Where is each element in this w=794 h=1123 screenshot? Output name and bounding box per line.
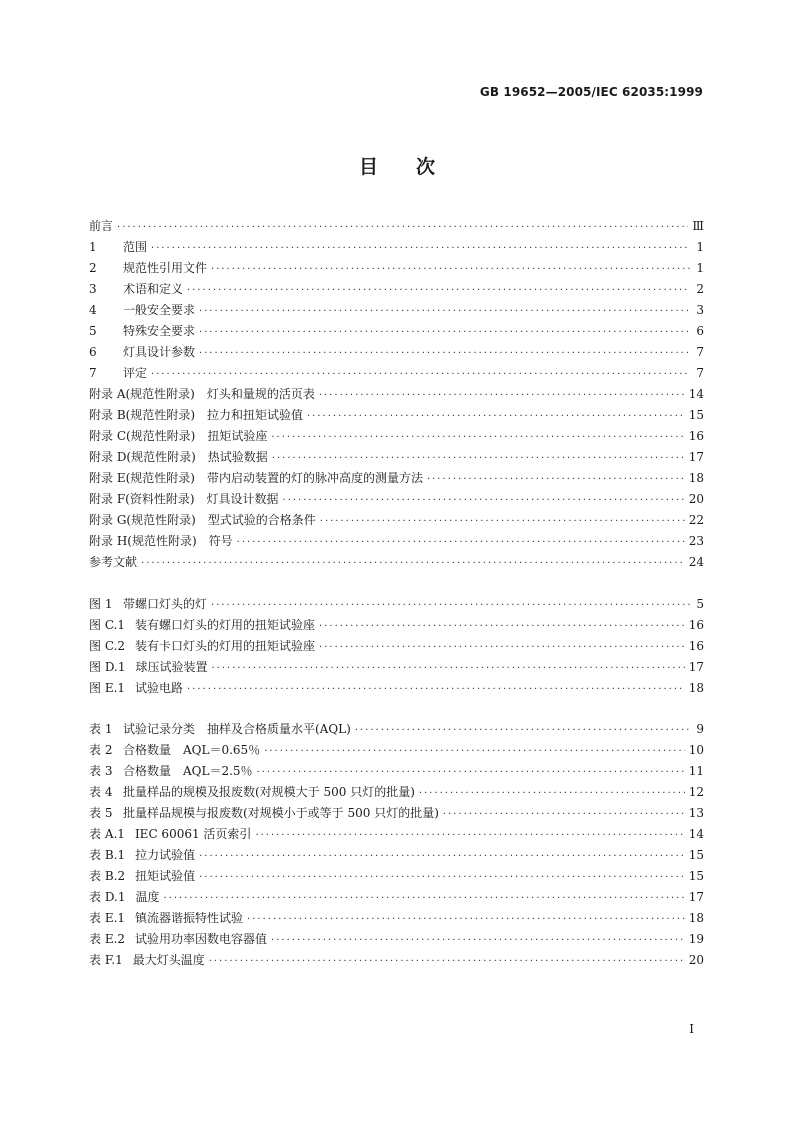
dot-leader — [187, 679, 685, 700]
toc-entry-number: 表 F.1 — [89, 953, 123, 967]
toc-entry-title: 批量样品的规模及报废数(对规模大于 500 只灯的批量) — [123, 785, 415, 799]
toc-entry-number: 表 A.1 — [89, 827, 125, 841]
dot-leader — [199, 322, 690, 343]
toc-entry-title: 规范性引用文件 — [123, 261, 208, 275]
toc-entry-number: 3 — [89, 282, 97, 296]
dot-leader — [307, 406, 685, 427]
toc-entry-title: 带螺口灯头的灯 — [123, 597, 208, 611]
dot-leader — [199, 301, 690, 322]
dot-leader — [247, 909, 685, 930]
toc-entry[interactable] — [89, 384, 704, 405]
toc-entry-label — [89, 594, 207, 615]
toc-entry-label — [89, 405, 303, 426]
toc-entry-title: 附录 C(规范性附录) 扭矩试验座 — [89, 429, 268, 443]
toc-main-list — [89, 216, 704, 573]
toc-entry-page: 18 — [688, 911, 704, 925]
toc-entry-label — [89, 887, 159, 908]
toc-entry-label — [89, 363, 147, 384]
toc-entry-label — [89, 678, 183, 699]
toc-entry-label — [89, 342, 195, 363]
toc-entry-page: 23 — [688, 534, 704, 548]
dot-leader — [443, 804, 685, 825]
dot-leader — [187, 280, 690, 301]
toc-entry-label — [89, 216, 113, 237]
toc-entry[interactable] — [89, 447, 704, 468]
toc-entry[interactable] — [89, 929, 704, 950]
toc-entry-label — [89, 447, 268, 468]
toc-entry-page: 3 — [696, 303, 704, 317]
toc-entry[interactable] — [89, 636, 704, 657]
toc-entry-title: 扭矩试验值 — [135, 869, 196, 883]
toc-entry-title: 评定 — [123, 366, 148, 380]
toc-entry[interactable] — [89, 761, 704, 782]
dot-leader — [163, 888, 684, 909]
toc-entry-number: 图 E.1 — [89, 681, 126, 695]
toc-entry-label — [89, 782, 415, 803]
toc-entry-page: 15 — [688, 869, 704, 883]
toc-entry[interactable] — [89, 740, 704, 761]
dot-leader — [255, 825, 684, 846]
dot-leader — [237, 532, 685, 553]
toc-entry[interactable] — [89, 719, 704, 740]
toc-entry-number: 表 2 — [89, 743, 113, 757]
toc-entry-title: 镇流器谐振特性试验 — [135, 911, 244, 925]
toc-entry[interactable] — [89, 321, 704, 342]
toc-entry-title: 术语和定义 — [123, 282, 184, 296]
dot-leader — [272, 448, 685, 469]
title-char-2: 次 — [416, 156, 436, 178]
toc-entry-page: 1 — [696, 261, 704, 275]
toc-entry-title: 合格数量 AQL＝0.65％ — [123, 743, 261, 757]
dot-leader — [151, 364, 690, 385]
toc-entry-title: 拉力试验值 — [135, 848, 196, 862]
toc-entry-page: 22 — [688, 513, 704, 527]
toc-entry[interactable] — [89, 845, 704, 866]
toc-entry[interactable] — [89, 342, 704, 363]
dot-leader — [283, 490, 685, 511]
toc-entry[interactable] — [89, 824, 704, 845]
dot-leader — [319, 385, 685, 406]
dot-leader — [320, 511, 685, 532]
toc-entry-page: 7 — [696, 345, 704, 359]
toc-entry-page: 7 — [696, 366, 704, 380]
dot-leader — [319, 637, 685, 658]
toc-entry-label — [89, 866, 195, 887]
dot-leader — [141, 553, 685, 574]
toc-entry-page: 24 — [688, 555, 704, 569]
toc-entry-label — [89, 279, 183, 300]
toc-entry-title: 附录 E(规范性附录) 带内启动装置的灯的脉冲高度的测量方法 — [89, 471, 423, 485]
toc-entry-page: 6 — [696, 324, 704, 338]
toc-entry[interactable] — [89, 887, 704, 908]
toc-entry-title: 参考文献 — [89, 555, 138, 569]
dot-leader — [271, 427, 684, 448]
toc-table-list — [89, 719, 704, 971]
toc-figure-list — [89, 594, 704, 699]
toc-entry-page: 18 — [688, 681, 704, 695]
toc-entry-label — [89, 657, 207, 678]
dot-leader — [151, 238, 690, 259]
toc-entry-label — [89, 950, 205, 971]
toc-entry[interactable] — [89, 866, 704, 887]
dot-leader — [117, 217, 688, 238]
page-title — [0, 152, 794, 179]
dot-leader — [355, 720, 690, 741]
toc-entry-number: 表 B.2 — [89, 869, 126, 883]
toc-entry[interactable] — [89, 531, 704, 552]
toc-entry-page: 19 — [688, 932, 704, 946]
toc-entry-number: 表 E.1 — [89, 911, 126, 925]
toc-entry-label — [89, 824, 251, 845]
toc-entry-number: 7 — [89, 366, 97, 380]
toc-entry-number: 表 E.2 — [89, 932, 126, 946]
dot-leader — [209, 951, 685, 972]
toc-entry-label — [89, 929, 267, 950]
toc-entry-page: Ⅲ — [692, 219, 704, 233]
toc-entry-label — [89, 719, 351, 740]
toc-entry-page: 18 — [688, 471, 704, 485]
toc-entry-number: 表 4 — [89, 785, 113, 799]
toc-entry-label — [89, 426, 267, 447]
dot-leader — [211, 595, 690, 616]
toc-entry[interactable] — [89, 510, 704, 531]
toc-entry[interactable] — [89, 279, 704, 300]
toc-entry-label — [89, 740, 260, 761]
toc-entry[interactable] — [89, 489, 704, 510]
toc-entry-number: 表 1 — [89, 722, 113, 736]
toc-entry-number: 表 B.1 — [89, 848, 126, 862]
toc-entry-label — [89, 258, 207, 279]
toc-entry-title: 附录 G(规范性附录) 型式试验的合格条件 — [89, 513, 316, 527]
toc-entry-title: 前言 — [89, 219, 114, 233]
toc-entry[interactable] — [89, 950, 704, 971]
toc-entry-number: 图 C.2 — [89, 639, 126, 653]
toc-entry[interactable] — [89, 594, 704, 615]
toc-entry[interactable] — [89, 363, 704, 384]
toc-entry-number: 图 C.1 — [89, 618, 126, 632]
toc-entry-title: 批量样品规模与报废数(对规模小于或等于 500 只灯的批量) — [123, 806, 439, 820]
dot-leader — [257, 762, 685, 783]
toc-entry-title: IEC 60061 活页索引 — [134, 827, 252, 841]
dot-leader — [199, 867, 685, 888]
toc-entry-label — [89, 803, 439, 824]
toc-entry-page: 13 — [688, 806, 704, 820]
toc-entry-title: 试验电路 — [135, 681, 184, 695]
toc-entry-label — [89, 489, 279, 510]
toc-entry-title: 温度 — [135, 890, 160, 904]
dot-leader — [211, 259, 690, 280]
toc-entry-page: 16 — [688, 639, 704, 653]
toc-entry-page: 2 — [696, 282, 704, 296]
toc-entry[interactable] — [89, 908, 704, 929]
toc-entry-title: 一般安全要求 — [123, 303, 196, 317]
toc-entry-number: 表 D.1 — [89, 890, 126, 904]
toc-entry-page: 20 — [688, 953, 704, 967]
dot-leader — [199, 343, 690, 364]
toc-entry-title: 附录 A(规范性附录) 灯头和量规的活页表 — [89, 387, 315, 401]
toc-entry-page: 11 — [688, 764, 704, 778]
toc-entry-title: 范围 — [123, 240, 148, 254]
toc-entry[interactable] — [89, 615, 704, 636]
toc-entry-page: 9 — [696, 722, 704, 736]
toc-entry[interactable] — [89, 468, 704, 489]
toc-entry[interactable] — [89, 678, 704, 699]
toc-entry-page: 14 — [688, 387, 704, 401]
toc-entry-number: 图 D.1 — [89, 660, 126, 674]
toc-entry-title: 特殊安全要求 — [123, 324, 196, 338]
toc-entry-page: 15 — [688, 848, 704, 862]
toc-entry-label — [89, 761, 253, 782]
toc-entry-page: 10 — [688, 743, 704, 757]
page-number: Ⅰ — [689, 1022, 694, 1036]
toc-entry-title: 装有螺口灯头的灯用的扭矩试验座 — [135, 618, 316, 632]
toc-entry-title: 附录 B(规范性附录) 拉力和扭矩试验值 — [89, 408, 303, 422]
toc-entry-page: 12 — [688, 785, 704, 799]
toc-entry-title: 试验记录分类 抽样及合格质量水平(AQL) — [123, 722, 351, 736]
toc-entry-label — [89, 908, 243, 929]
toc-entry[interactable] — [89, 803, 704, 824]
toc-entry-label — [89, 552, 137, 573]
title-char-1: 目 — [358, 156, 378, 178]
toc-entry[interactable] — [89, 782, 704, 803]
toc-entry-title: 灯具设计参数 — [123, 345, 196, 359]
dot-leader — [427, 469, 685, 490]
dot-leader — [264, 741, 685, 762]
toc-entry-number: 6 — [89, 345, 97, 359]
toc-entry-number: 4 — [89, 303, 97, 317]
dot-leader — [199, 846, 685, 867]
toc-entry-title: 附录 D(规范性附录) 热试验数据 — [89, 450, 268, 464]
toc-entry-title: 试验用功率因数电容器值 — [135, 932, 268, 946]
toc-entry-page: 5 — [696, 597, 704, 611]
toc-entry-label — [89, 237, 147, 258]
standard-number: GB 19652—2005/IEC 62035:1999 — [479, 85, 703, 99]
toc-entry-number: 图 1 — [89, 597, 113, 611]
toc-entry-page: 17 — [688, 890, 704, 904]
toc-entry-page: 20 — [688, 492, 704, 506]
toc-entry[interactable] — [89, 258, 704, 279]
toc-entry[interactable] — [89, 216, 704, 237]
dot-leader — [271, 930, 685, 951]
dot-leader — [419, 783, 685, 804]
toc-entry-title: 装有卡口灯头的灯用的扭矩试验座 — [135, 639, 316, 653]
dot-leader — [211, 658, 684, 679]
toc-entry-title: 球压试验装置 — [135, 660, 208, 674]
toc-entry[interactable] — [89, 300, 704, 321]
toc-entry[interactable] — [89, 657, 704, 678]
toc-entry-title: 附录 H(规范性附录) 符号 — [89, 534, 233, 548]
toc-entry-number: 2 — [89, 261, 97, 275]
toc-entry[interactable] — [89, 405, 704, 426]
toc-entry-label — [89, 636, 315, 657]
toc-entry-label — [89, 615, 315, 636]
toc-entry-page: 16 — [688, 429, 704, 443]
toc-entry-page: 16 — [688, 618, 704, 632]
toc-entry-title: 最大灯头温度 — [132, 953, 205, 967]
toc-entry-label — [89, 510, 316, 531]
toc-entry-page: 17 — [688, 450, 704, 464]
toc-entry[interactable] — [89, 237, 704, 258]
toc-entry-page: 14 — [688, 827, 704, 841]
toc-entry-label — [89, 531, 233, 552]
toc-entry-label — [89, 321, 195, 342]
toc-entry-number: 表 5 — [89, 806, 113, 820]
toc-entry-label — [89, 384, 315, 405]
toc-entry-page: 17 — [688, 660, 704, 674]
toc-entry-page: 15 — [688, 408, 704, 422]
toc-entry-page: 1 — [696, 240, 704, 254]
toc-entry[interactable] — [89, 552, 704, 573]
toc-entry-number: 表 3 — [89, 764, 113, 778]
toc-entry[interactable] — [89, 426, 704, 447]
toc-entry-title: 合格数量 AQL＝2.5％ — [123, 764, 253, 778]
toc-entry-label — [89, 300, 195, 321]
toc-entry-number: 1 — [89, 240, 97, 254]
toc-entry-number: 5 — [89, 324, 97, 338]
toc-entry-label — [89, 468, 423, 489]
dot-leader — [319, 616, 685, 637]
toc-entry-title: 附录 F(资料性附录) 灯具设计数据 — [89, 492, 279, 506]
toc-entry-label — [89, 845, 195, 866]
